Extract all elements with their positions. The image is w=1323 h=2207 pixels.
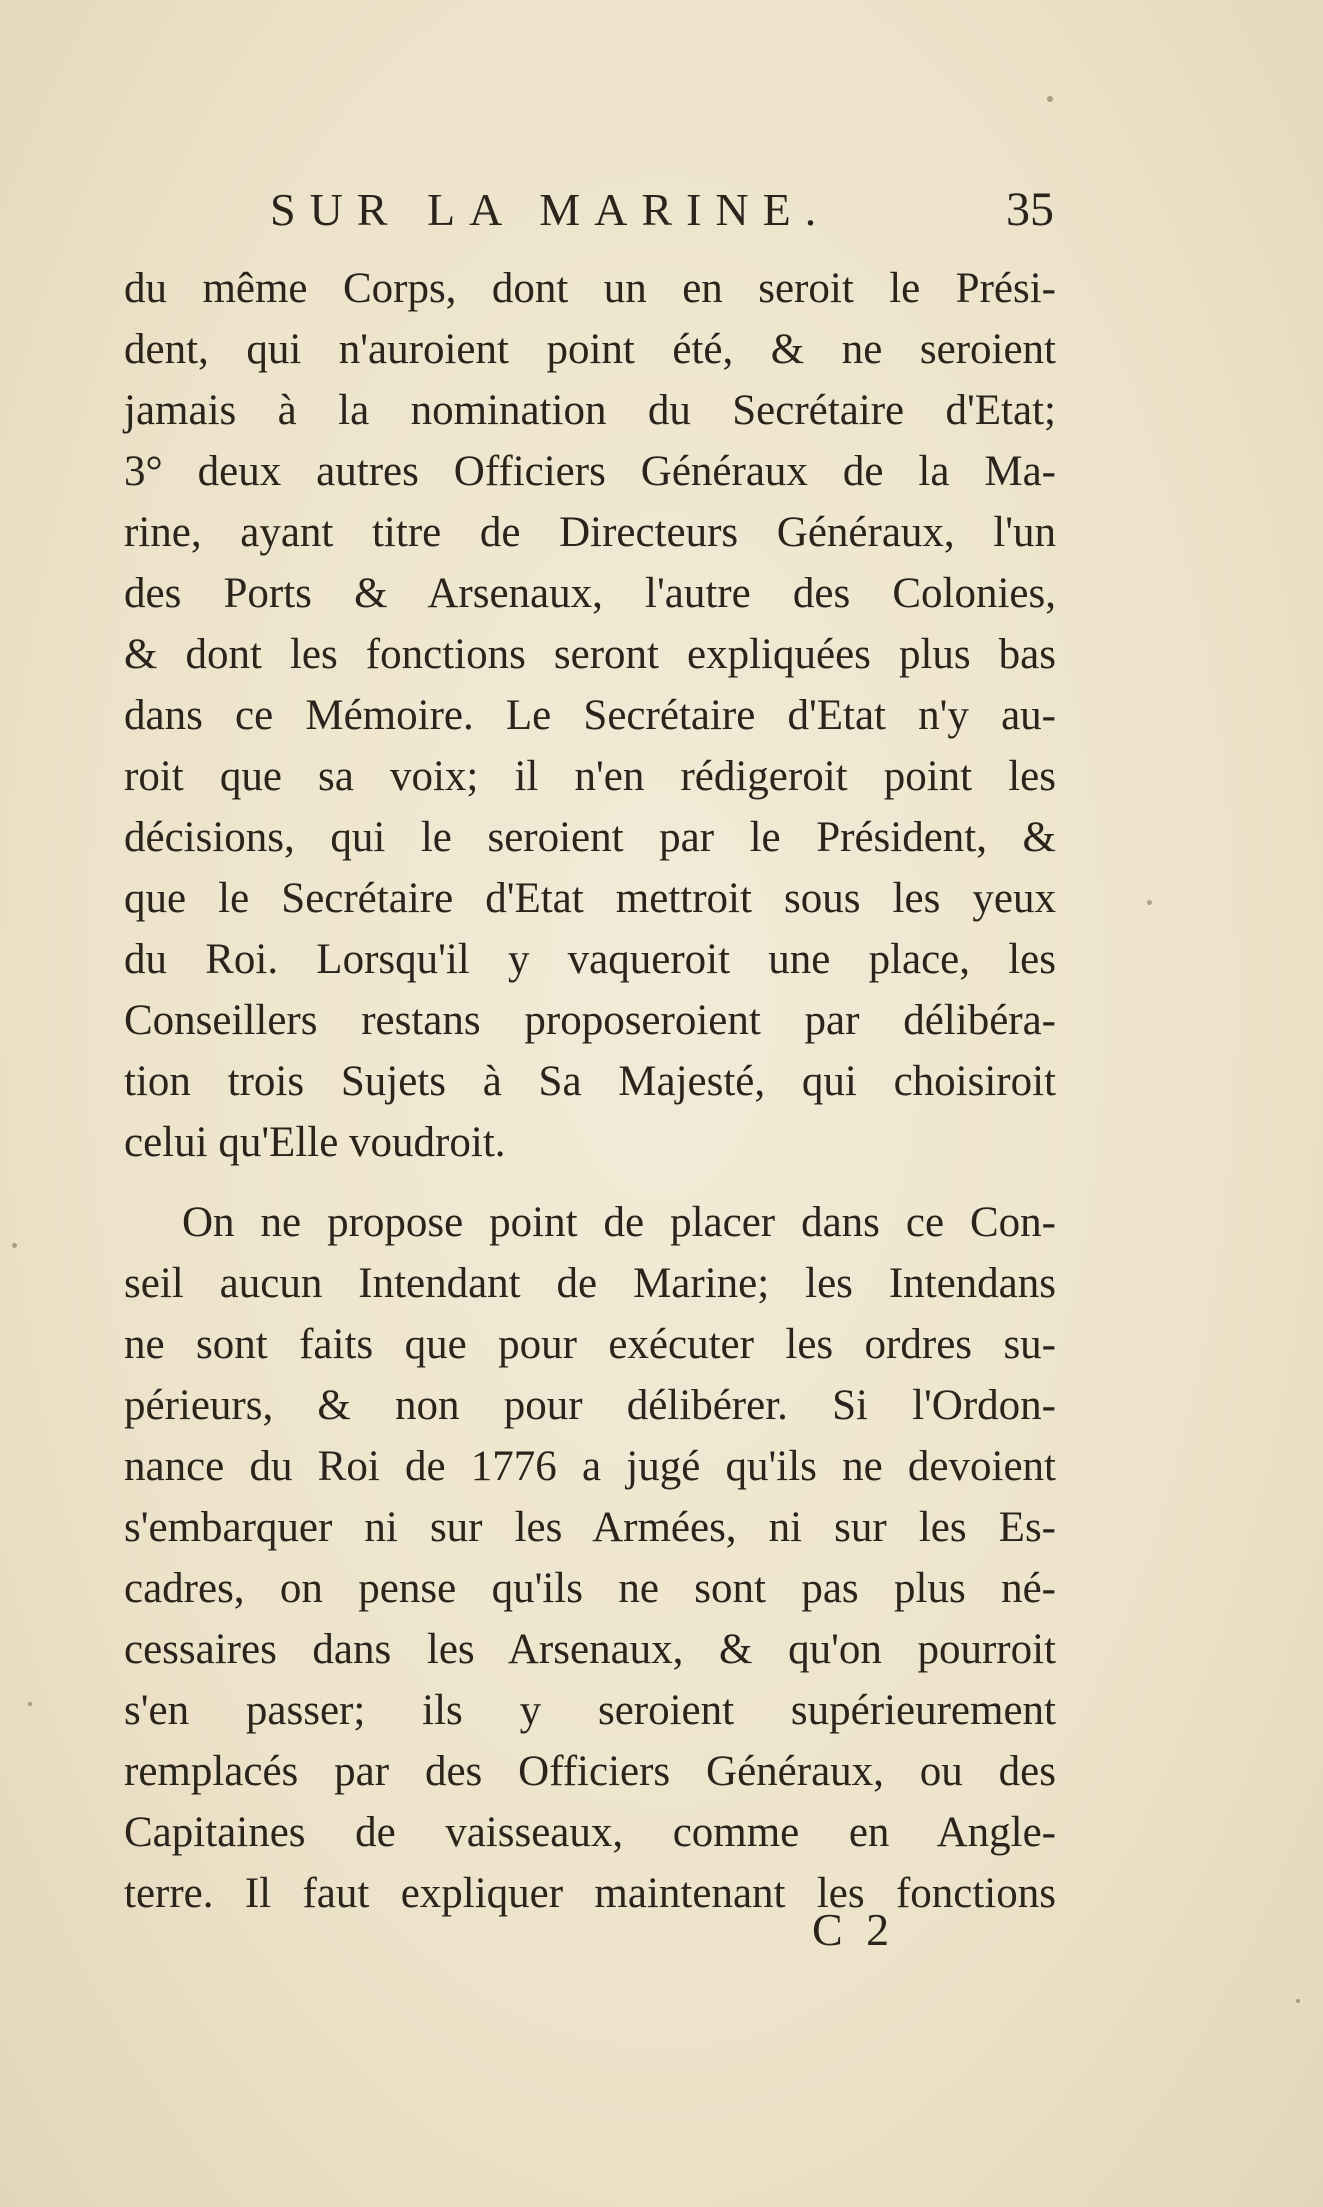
paper-speck xyxy=(1147,900,1152,905)
text-line: périeurs, & non pour délibérer. Si l'Ordon- xyxy=(124,1382,1056,1429)
text-line: dent, qui n'auroient point été, & ne seroient xyxy=(124,326,1056,373)
text-line: 3° deux autres Officiers Généraux de la Ma- xyxy=(124,448,1056,495)
paper-speck xyxy=(1047,96,1053,102)
text-line: du Roi. Lorsqu'il y vaqueroit une place, les xyxy=(124,936,1056,983)
text-line: ne sont faits que pour exécuter les ordres su- xyxy=(124,1321,1056,1368)
text-line: On ne propose point de placer dans ce Con- xyxy=(182,1199,1056,1246)
text-line: dans ce Mémoire. Le Secrétaire d'Etat n'y au- xyxy=(124,692,1056,739)
paragraph xyxy=(124,1192,1056,1924)
paper-speck xyxy=(28,1702,32,1706)
page-header xyxy=(262,180,1054,240)
text-line: seil aucun Intendant de Marine; les Intendans xyxy=(124,1260,1056,1307)
text-line: nance du Roi de 1776 a jugé qu'ils ne devoient xyxy=(124,1443,1056,1490)
text-line: cadres, on pense qu'ils ne sont pas plus né- xyxy=(124,1565,1056,1612)
body-text xyxy=(124,258,1056,1924)
text-line: rine, ayant titre de Directeurs Généraux, l'un xyxy=(124,509,1056,556)
paper-speck xyxy=(1296,1999,1300,2003)
text-line: & dont les fonctions seront expliquées plus bas xyxy=(124,631,1056,678)
paragraph-gap xyxy=(124,1173,1056,1192)
text-line: du même Corps, dont un en seroit le Prési- xyxy=(124,265,1056,312)
text-line: décisions, qui le seroient par le Président, & xyxy=(124,814,1056,861)
text-line: cessaires dans les Arsenaux, & qu'on pourroit xyxy=(124,1626,1056,1673)
text-line: Conseillers restans proposeroient par délibéra- xyxy=(124,997,1056,1044)
text-line: s'en passer; ils y seroient supérieurement xyxy=(124,1687,1056,1734)
text-line: s'embarquer ni sur les Armées, ni sur les Es- xyxy=(124,1504,1056,1551)
signature-mark: C 2 xyxy=(812,1904,896,1955)
text-line: que le Secrétaire d'Etat mettroit sous les yeux xyxy=(124,875,1056,922)
text-line: jamais à la nomination du Secrétaire d'Etat; xyxy=(124,387,1056,434)
running-head: SUR LA MARINE. xyxy=(270,184,831,235)
text-line: terre. Il faut expliquer maintenant les fonctions xyxy=(124,1870,1056,1917)
paragraph xyxy=(124,258,1056,1173)
paper-speck xyxy=(12,1243,17,1248)
text-line: des Ports & Arsenaux, l'autre des Colonies, xyxy=(124,570,1056,617)
text-line: celui qu'Elle voudroit. xyxy=(124,1119,506,1166)
page-number: 35 xyxy=(1006,183,1054,236)
text-line: roit que sa voix; il n'en rédigeroit point les xyxy=(124,753,1056,800)
text-line: Capitaines de vaisseaux, comme en Angle- xyxy=(124,1809,1056,1856)
text-line: remplacés par des Officiers Généraux, ou des xyxy=(124,1748,1056,1795)
text-line: tion trois Sujets à Sa Majesté, qui choisiroit xyxy=(124,1058,1056,1105)
